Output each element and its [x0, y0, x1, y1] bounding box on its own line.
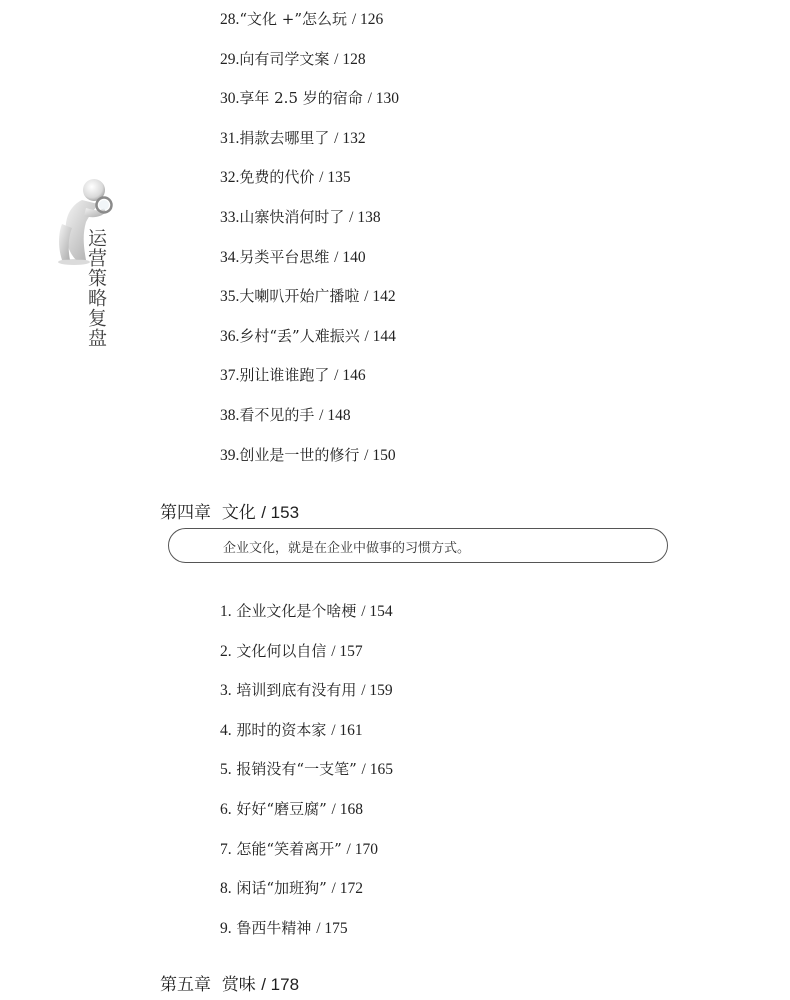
chapter-label: 第四章 — [160, 503, 211, 523]
entry-page: / 175 — [316, 919, 348, 937]
entry-title: 别让谁谁跑了 — [239, 366, 330, 385]
entry-page: / 170 — [346, 840, 378, 858]
entry-number: 33. — [220, 208, 240, 226]
toc-entry[interactable] — [220, 79, 399, 119]
toc-entry[interactable] — [220, 711, 393, 751]
entry-title: 创业是一世的修行 — [239, 445, 360, 464]
toc-entry[interactable] — [220, 277, 399, 317]
entry-number: 31. — [220, 129, 240, 147]
entry-number: 30. — [220, 90, 240, 108]
entry-page: / 161 — [331, 721, 363, 739]
entry-number: 1. — [220, 603, 232, 620]
entry-number: 34. — [220, 248, 240, 266]
entry-page: / 144 — [364, 327, 396, 345]
toc-entry[interactable] — [220, 592, 393, 632]
entry-title: 乡村“丢”人难振兴 — [239, 326, 360, 345]
toc-entry[interactable] — [220, 632, 393, 672]
toc-entry[interactable] — [220, 750, 393, 790]
entry-number: 38. — [220, 406, 240, 424]
entry-page: / 138 — [349, 208, 381, 226]
entry-number: 5. — [220, 761, 232, 779]
entry-page: / 159 — [361, 682, 393, 700]
entry-page: / 150 — [364, 446, 396, 464]
toc-entry[interactable] — [220, 869, 393, 909]
chapter-page: / 153 — [261, 503, 300, 522]
entry-number: 29. — [220, 50, 240, 68]
entry-page: / 157 — [331, 642, 363, 660]
entry-title: 免费的代价 — [239, 168, 315, 187]
entry-title: 山寨快消何时了 — [239, 207, 345, 226]
entry-page: / 130 — [367, 90, 399, 108]
entry-page: / 135 — [319, 169, 351, 187]
entry-title: 那时的资本家 — [236, 720, 327, 739]
epigraph-text: 企业文化，就是在企业中做事的习惯方式。 — [223, 541, 471, 556]
entry-title: 文化何以自信 — [236, 641, 327, 660]
entry-page: / 128 — [334, 50, 366, 68]
entry-title: 另类平台思维 — [239, 247, 330, 266]
entry-number: 3. — [220, 682, 232, 700]
entry-title: 大喇叭开始广播啦 — [239, 287, 360, 306]
side-section-label: 运营策略复盘 — [85, 228, 107, 348]
entry-title: 好好“磨豆腐” — [236, 799, 327, 818]
toc-entry[interactable] — [220, 0, 399, 40]
entry-page: / 132 — [334, 129, 366, 147]
toc-entry[interactable] — [220, 436, 399, 476]
entry-number: 39. — [220, 446, 240, 464]
entry-page: / 165 — [361, 761, 393, 779]
entry-page: / 140 — [334, 248, 366, 266]
entry-page: / 154 — [361, 603, 393, 620]
toc-entry[interactable] — [220, 119, 399, 159]
entry-page: / 142 — [364, 288, 396, 306]
entry-title: 企业文化是个啥梗 — [236, 602, 357, 620]
chapter-title: 赏味 — [221, 975, 256, 995]
entry-title: 闲话“加班狗” — [236, 879, 327, 898]
toc-list-part-b — [220, 592, 393, 948]
entry-number: 7. — [220, 840, 232, 858]
chapter-epigraph-box — [168, 528, 668, 563]
entry-number: 6. — [220, 800, 232, 818]
toc-entry[interactable] — [220, 396, 399, 436]
entry-number: 36. — [220, 327, 240, 345]
entry-title: 捐款去哪里了 — [239, 128, 330, 147]
entry-title: “文化 +”怎么玩 — [239, 10, 348, 28]
toc-entry[interactable] — [220, 317, 399, 357]
entry-number: 4. — [220, 721, 232, 739]
toc-entry[interactable] — [220, 790, 393, 830]
entry-number: 9. — [220, 919, 232, 937]
entry-title: 怎能“笑着离开” — [236, 839, 342, 858]
entry-title: 报销没有“一支笔” — [236, 760, 357, 779]
chapter-page: / 178 — [261, 975, 300, 994]
entry-page: / 172 — [331, 880, 363, 898]
toc-entry[interactable] — [220, 671, 393, 711]
entry-number: 37. — [220, 367, 240, 385]
entry-title: 看不见的手 — [239, 405, 315, 424]
entry-page: / 126 — [351, 11, 384, 28]
toc-entry[interactable] — [220, 909, 393, 949]
entry-page: / 146 — [334, 367, 366, 385]
toc-entry[interactable] — [220, 356, 399, 396]
entry-number: 28. — [220, 11, 240, 28]
entry-number: 8. — [220, 880, 232, 898]
entry-page: / 168 — [331, 800, 363, 818]
chapter-title: 文化 — [221, 503, 256, 523]
chapter-heading[interactable] — [160, 498, 299, 523]
entry-title: 享年 2.5 岁的宿命 — [239, 89, 363, 108]
entry-title: 培训到底有没有用 — [236, 681, 357, 700]
toc-entry[interactable] — [220, 830, 393, 870]
toc-entry[interactable] — [220, 40, 399, 80]
entry-title: 鲁西牛精神 — [236, 918, 312, 937]
entry-number: 35. — [220, 288, 240, 306]
toc-list-part-a — [220, 0, 399, 475]
chapter-heading[interactable] — [160, 970, 299, 995]
chapter-label: 第五章 — [160, 975, 211, 995]
entry-number: 2. — [220, 642, 232, 660]
entry-title: 向有司学文案 — [239, 49, 330, 68]
entry-number: 32. — [220, 169, 240, 187]
entry-page: / 148 — [319, 406, 351, 424]
toc-entry[interactable] — [220, 238, 399, 278]
toc-entry[interactable] — [220, 158, 399, 198]
toc-entry[interactable] — [220, 198, 399, 238]
